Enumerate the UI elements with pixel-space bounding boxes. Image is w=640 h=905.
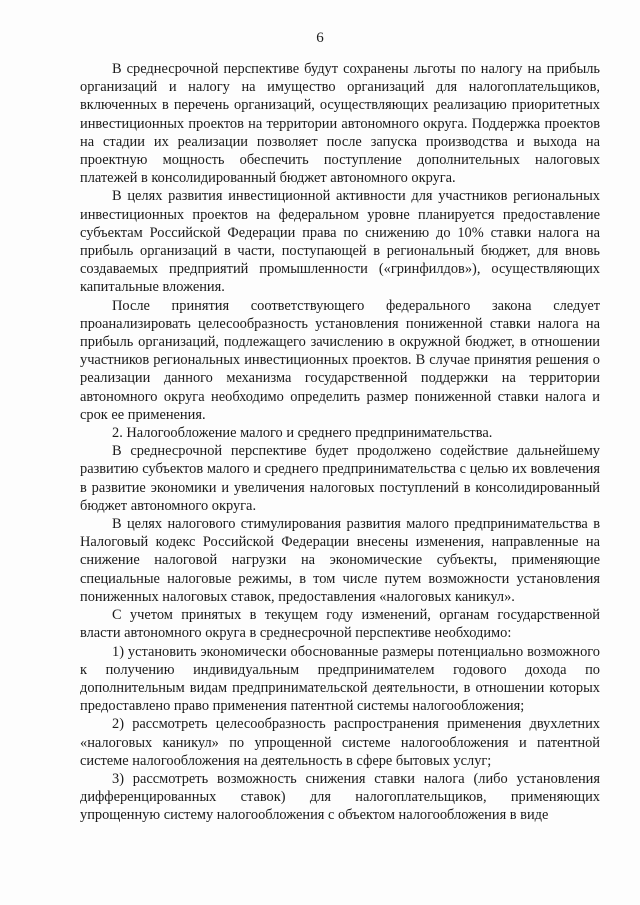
list-item-2: 2) рассмотреть целесообразность распространения применения двухлетних «налоговых каникул» по упрощенной системе налогообложения и патентной системе налогообложения на деятельность в сфере бытовых услуг; xyxy=(80,716,600,769)
document-body xyxy=(80,60,600,825)
paragraph-required-measures: С учетом принятых в текущем году изменений, органам государственной власти автономного округа в среднесрочной перспективе необходимо: xyxy=(80,607,600,642)
paragraph-tax-code-changes: В целях налогового стимулирования развития малого предпринимательства в Налоговый кодекс Российской Федерации внесены изменения, направленные на снижение налоговой нагрузки на экономические субъекты, применяющие специальные налоговые режимы, в том числе путем возможности установления пониженных налоговых ставок, предоставления «налоговых каникул». xyxy=(80,516,600,605)
section-heading-small-business: 2. Налогообложение малого и среднего предпринимательства. xyxy=(112,425,493,442)
paragraph-investment-tax-benefits: В среднесрочной перспективе будут сохранены льготы по налогу на прибыль организаций и налогу на имущество организаций для налогоплательщиков, включенных в перечень организаций, осуществляющих реализацию приоритетных инвестиционных проектов на территории автономного округа. Поддержка проектов на стадии их реализации позволяет после запуска производства и выхода на проектную мощность обеспечить поступление дополнительных налоговых платежей в консолидированный бюджет автономного округа. xyxy=(80,61,600,187)
paragraph-reduced-rate-analysis: После принятия соответствующего федерального закона следует проанализировать целесообразность установления пониженной ставки налога на прибыль организаций, подлежащего зачислению в окружной бюджет, в отношении участников региональных инвестиционных проектов. В случае принятия решения о реализации данного механизма государственной поддержки на территории автономного округа необходимо определить размер пониженной ставки налога и срок ее применения. xyxy=(80,297,600,423)
paragraph-regional-projects: В целях развития инвестиционной активности для участников региональных инвестиционных проектов на федеральном уровне планируется предоставление субъектам Российской Федерации права по снижению до 10% ставки налога на прибыль организаций в части, поступающей в региональный бюджет, для вновь создаваемых предприятий промышленности («гринфилдов»), осуществляющих капитальные вложения. xyxy=(80,188,600,296)
list-item-1: 1) установить экономически обоснованные размеры потенциально возможного к получению индивидуальным предпринимателем годового дохода по дополнительным видам предпринимательской деятельности, в отношении которых предоставлено право применения патентной системы налогообложения; xyxy=(80,643,600,715)
list-item-3: 3) рассмотреть возможность снижения ставки налога (либо установления дифференцированных ставок) для налогоплательщиков, применяющих упрощенную систему налогообложения с объектом налогообложения в виде xyxy=(80,770,600,824)
paragraph-small-business-support: В среднесрочной перспективе будет продолжено содействие дальнейшему развитию субъектов малого и среднего предпринимательства с целью их вовлечения в развитие экономики и увеличения налоговых поступлений в консолидированный бюджет автономного округа. xyxy=(80,443,600,514)
page-number: 6 xyxy=(316,30,324,46)
